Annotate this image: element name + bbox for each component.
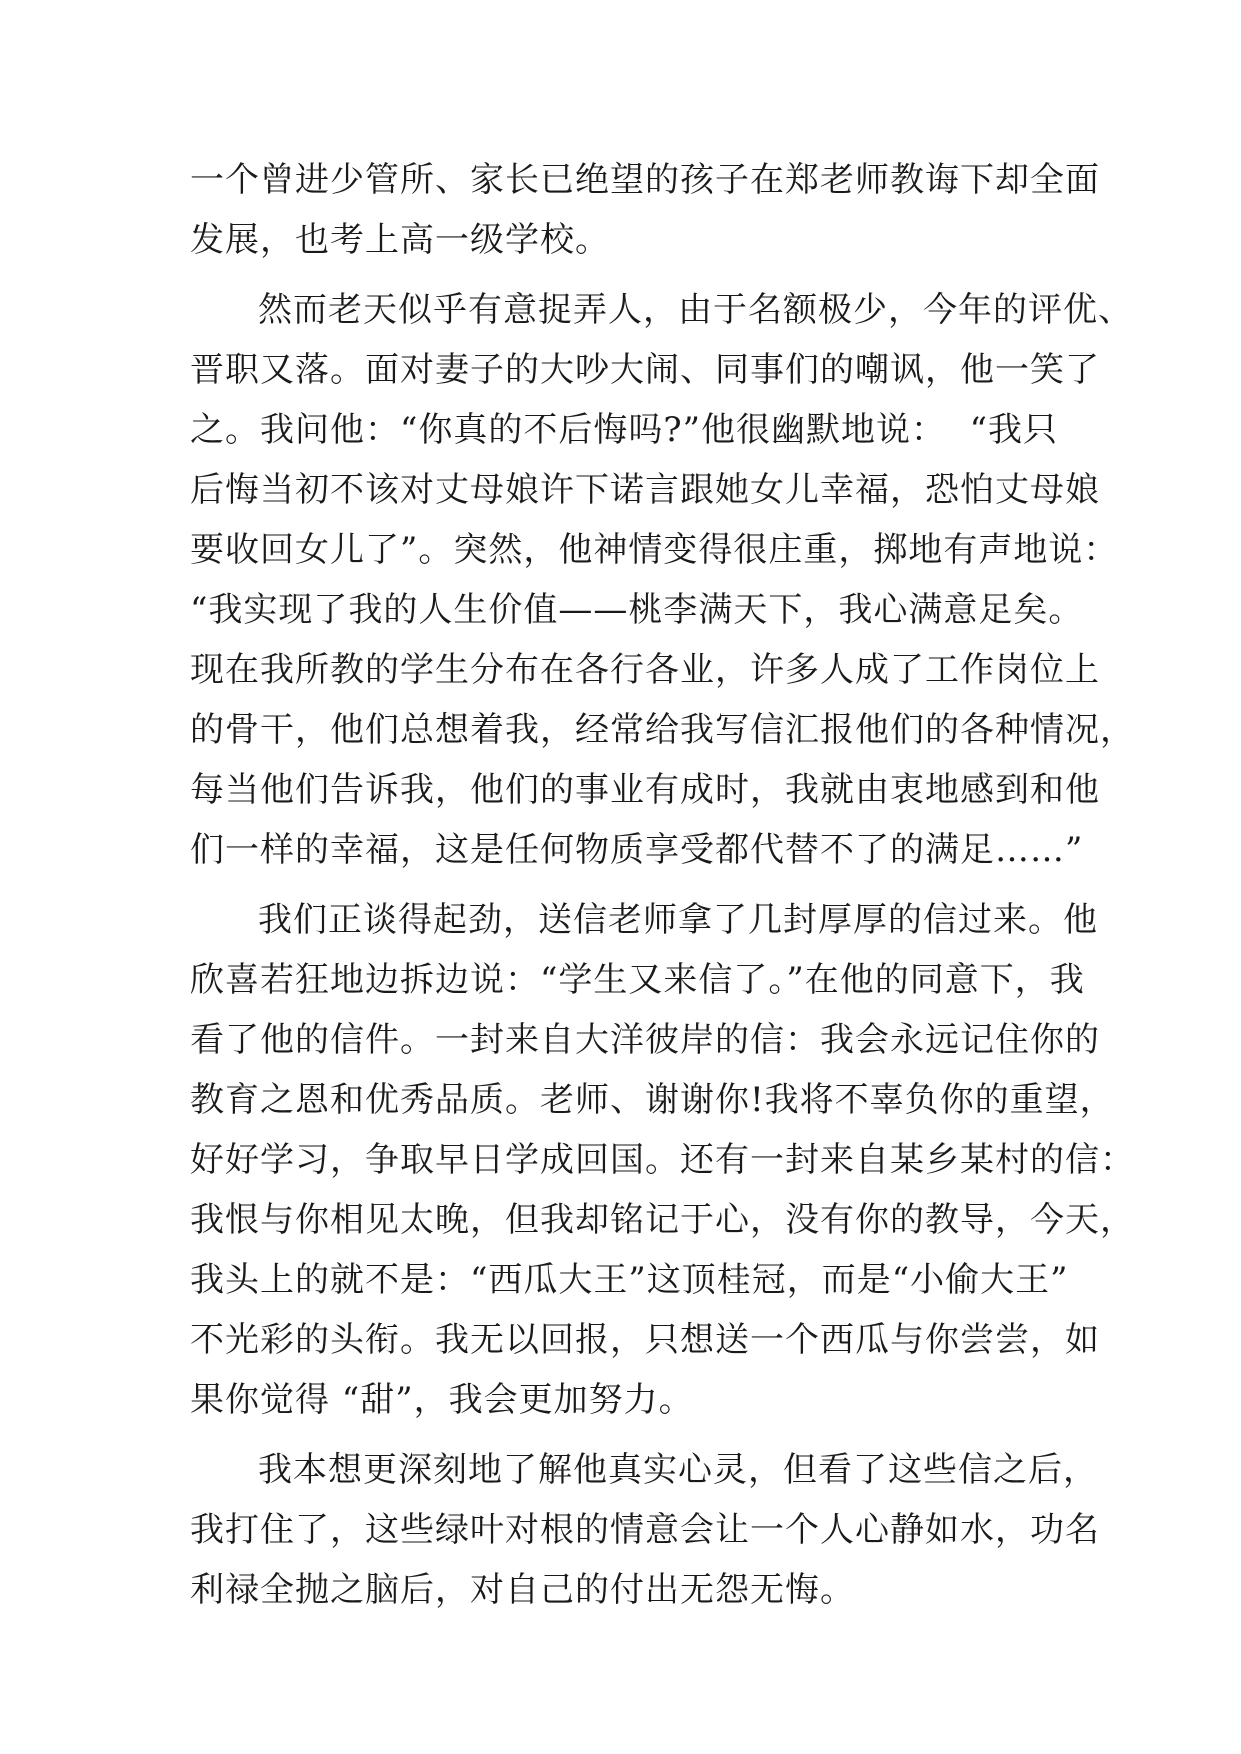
text-line: 我头上的就不是：“西瓜大王”这顶桂冠，而是“小偷大王” xyxy=(190,1260,1069,1300)
paragraph-4 xyxy=(190,1440,1100,1620)
text-line: 每当他们告诉我，他们的事业有成时，我就由衷地感到和他 xyxy=(190,770,1100,810)
text-line: 我打住了，这些绿叶对根的情意会让一个人心静如水，功名 xyxy=(190,1510,1100,1550)
text-line: 果你觉得 “甜”，我会更加努力。 xyxy=(190,1380,694,1420)
text-line: 现在我所教的学生分布在各行各业，许多人成了工作岗位上 xyxy=(190,650,1100,690)
text-line: 晋职又落。面对妻子的大吵大闹、同事们的嘲讽，他一笑了 xyxy=(190,350,1100,390)
text-line: 好好学习，争取早日学成回国。还有一封来自某乡某村的信： xyxy=(190,1140,1135,1180)
text-line: 我本想更深刻地了解他真实心灵，但看了这些信之后， xyxy=(258,1450,1098,1490)
text-line: 我们正谈得起劲，送信老师拿了几封厚厚的信过来。他 xyxy=(258,900,1098,940)
text-line: 教育之恩和优秀品质。老师、谢谢你!我将不辜负你的重望， xyxy=(190,1080,1115,1120)
document-body xyxy=(190,150,1135,1620)
text-line: 发展，也考上高一级学校。 xyxy=(190,220,610,260)
text-line: 看了他的信件。一封来自大洋彼岸的信：我会永远记住你的 xyxy=(190,1020,1100,1060)
text-line: 之。我问他：“你真的不后悔吗?”他很幽默地说： “我只 xyxy=(190,410,1058,450)
text-line: 的骨干，他们总想着我，经常给我写信汇报他们的各种情况， xyxy=(190,710,1135,750)
text-line: 们一样的幸福，这是任何物质享受都代替不了的满足……” xyxy=(190,830,1084,870)
paragraph-3 xyxy=(190,890,1135,1430)
paragraph-2 xyxy=(190,280,1135,880)
text-line: 然而老天似乎有意捉弄人，由于名额极少，今年的评优、 xyxy=(258,290,1133,330)
text-line: 一个曾进少管所、家长已绝望的孩子在郑老师教诲下却全面 xyxy=(190,160,1100,200)
text-line: 不光彩的头衔。我无以回报，只想送一个西瓜与你尝尝，如 xyxy=(190,1320,1100,1360)
text-line: 利禄全抛之脑后，对自己的付出无怨无悔。 xyxy=(190,1570,855,1610)
text-line: 我恨与你相见太晚，但我却铭记于心，没有你的教导，今天， xyxy=(190,1200,1135,1240)
text-line: 欣喜若狂地边拆边说：“学生又来信了。”在他的同意下，我 xyxy=(190,960,1085,1000)
paragraph-1 xyxy=(190,150,1100,270)
text-line: 要收回女儿了”。突然，他神情变得很庄重，掷地有声地说： xyxy=(190,530,1119,570)
text-line: “我实现了我的人生价值——桃李满天下，我心满意足矣。 xyxy=(190,590,1084,630)
text-line: 后悔当初不该对丈母娘许下诺言跟她女儿幸福，恐怕丈母娘 xyxy=(190,470,1100,510)
